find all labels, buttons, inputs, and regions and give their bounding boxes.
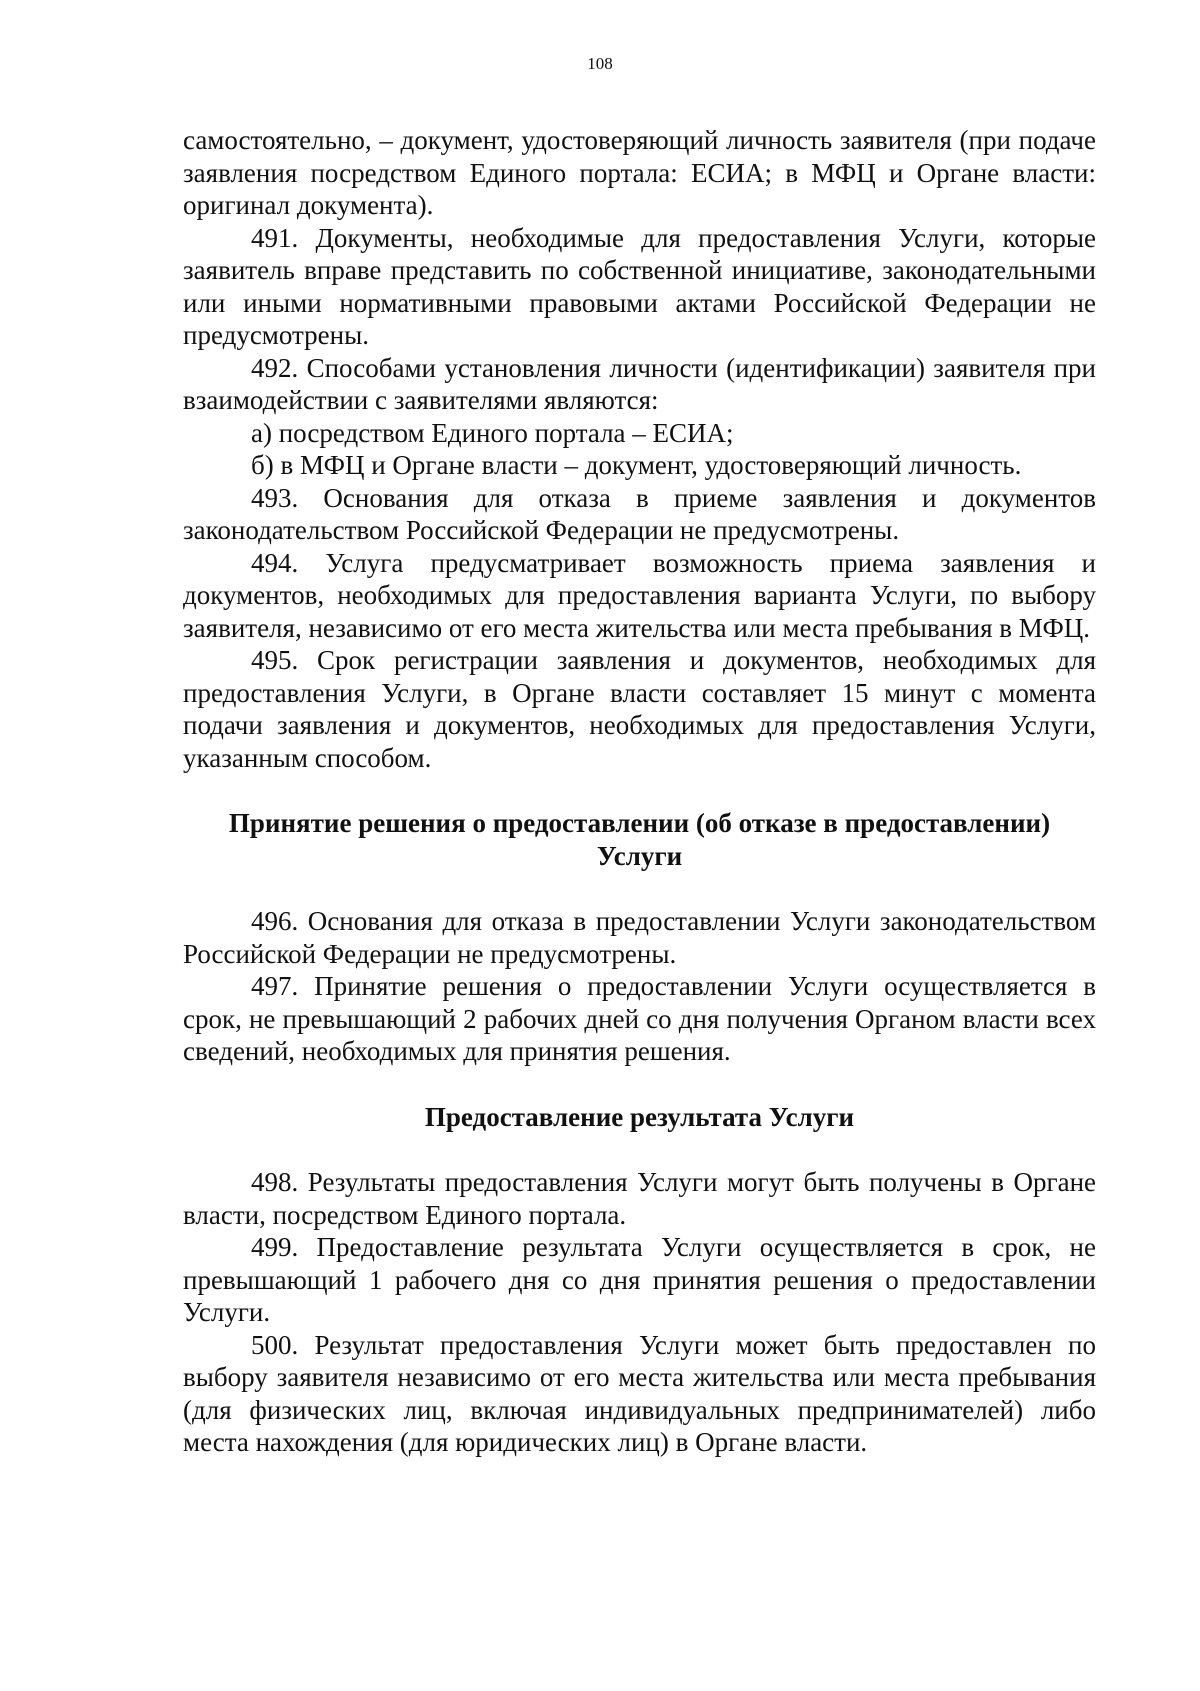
paragraph-491: 491. Документы, необходимые для предоставления Услуги, которые заявитель вправе представить по собственной инициативе, законодательными или иными нормативными правовыми актами Российской Федерации не предусмотрены. xyxy=(183,222,1096,350)
page-number: 108 xyxy=(587,54,613,73)
list-item-b: б) в МФЦ и Органе власти – документ, удостоверяющий личность. xyxy=(251,450,1022,480)
section-heading-result: Предоставление результата Услуги xyxy=(424,1101,855,1132)
paragraph-493: 493. Основания для отказа в приеме заявления и документов законодательством Российской Федерации не предусмотрены. xyxy=(183,482,1096,545)
paragraph-500: 500. Результат предоставления Услуги может быть предоставлен по выбору заявителя независимо от его места жительства или места пребывания (для физических лиц, включая индивидуальных предпринимателей) либо места нахождения (для юридических лиц) в Органе власти. xyxy=(183,1329,1096,1457)
paragraph-continuation: самостоятельно, – документ, удостоверяющий личность заявителя (при подаче заявления посредством Единого портала: ЕСИА; в МФЦ и Органе власти: оригинал документа). xyxy=(183,125,1096,220)
section-heading-decision: Принятие решения о предоставлении (об отказе в предоставлении) Услуги xyxy=(228,808,1051,871)
paragraph-496: 496. Основания для отказа в предоставлении Услуги законодательством Российской Федерации не предусмотрены. xyxy=(183,906,1096,969)
paragraph-497: 497. Принятие решения о предоставлении Услуги осуществляется в срок, не превышающий 2 рабочих дней со дня получения Органом власти всех сведений, необходимых для принятия решения. xyxy=(183,971,1096,1066)
paragraph-499: 499. Предоставление результата Услуги осуществляется в срок, не превышающий 1 рабочего дня со дня принятия решения о предоставлении Услуги. xyxy=(183,1232,1096,1327)
paragraph-495: 495. Срок регистрации заявления и документов, необходимых для предоставления Услуги, в Органе власти составляет 15 минут с момента подачи заявления и документов, необходимых для предоставления Услуги, указанным способом. xyxy=(183,645,1096,773)
paragraph-498: 498. Результаты предоставления Услуги могут быть получены в Органе власти, посредством Единого портала. xyxy=(183,1167,1096,1230)
list-item-a: а) посредством Единого портала – ЕСИА; xyxy=(251,417,734,448)
paragraph-492: 492. Способами установления личности (идентификации) заявителя при взаимодействии с заявителями являются: xyxy=(183,352,1096,415)
document-body xyxy=(183,124,1096,1459)
paragraph-494: 494. Услуга предусматривает возможность приема заявления и документов, необходимых для предоставления варианта Услуги, по выбору заявителя, независимо от его места жительства или места пребывания в МФЦ. xyxy=(183,547,1096,643)
